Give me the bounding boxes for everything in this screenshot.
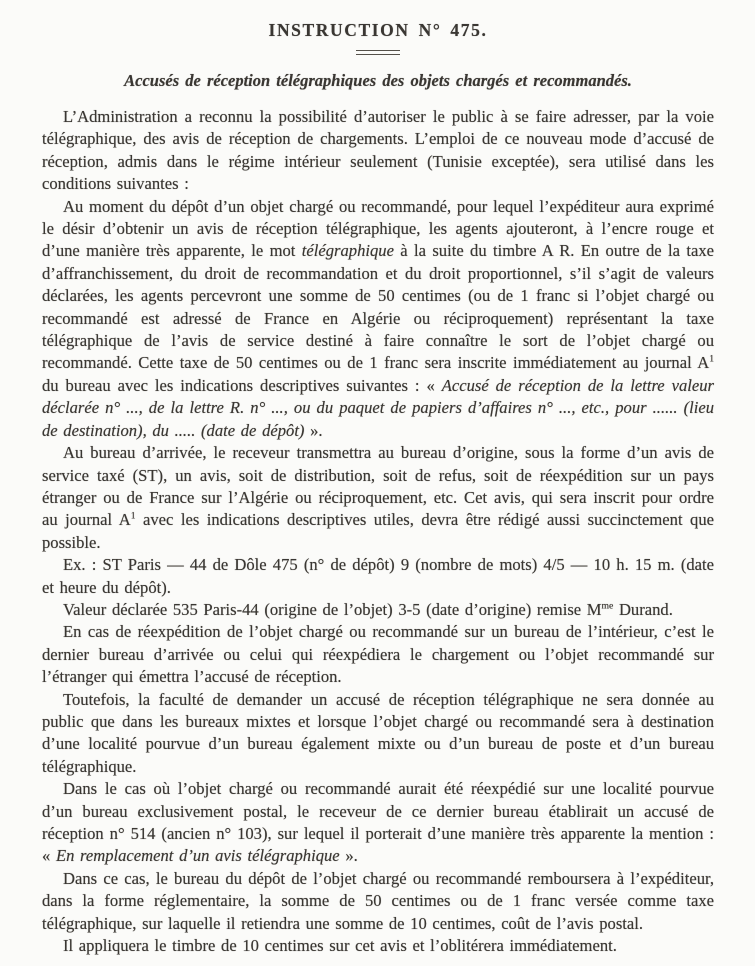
paragraph	[42, 868, 714, 935]
body-text: Au moment du dépôt d’un objet chargé ou recommandé, pour lequel l’expéditeur aura exprimé le désir d’obtenir un avis de réception télégraphique, les agents ajouteront, à l’encre rouge et d’une manière très apparente, le mot	[42, 196, 714, 261]
body-text: Toutefois, la faculté de demander un accusé de réception télégraphique ne sera donnée au public que dans les bureaux mixtes et lorsque l’objet chargé ou recommandé sera à destination d’une localité pourvue d’un bureau également mixte ou d’un bureau de poste et d’un bureau télégraphique.	[42, 689, 714, 776]
body-text: ».	[339, 846, 358, 866]
body-text: Valeur déclarée 535 Paris-44 (origine de l’objet) 3-5 (date d’origine) remise M	[63, 599, 602, 619]
paragraph	[42, 554, 714, 599]
superscript-text: 1	[709, 353, 714, 365]
superscript-text: me	[601, 600, 614, 612]
paragraph	[42, 689, 714, 779]
document-subtitle: Accusés de réception télégraphiques des objets chargés et recommandés.	[124, 71, 632, 90]
body-text: Dans ce cas, le bureau du dépôt de l’objet chargé ou recommandé remboursera à l’expéditeur, dans la forme réglementaire, la somme de 50 centimes ou de 1 franc versée comme taxe télégraphique, sur laquelle il retiendra une somme de 10 centimes, coût de l’avis postal.	[42, 868, 714, 933]
body-text: L’Administration a reconnu la possibilité d’autoriser le public à se faire adresser, par la voie télégraphique, des avis de réception de chargements. L’emploi de ce nouveau mode d’accusé de réception, admis dans le régime intérieur seulement (Tunisie exceptée), sera utilisé dans les conditions suivantes :	[42, 107, 714, 194]
paragraph	[42, 778, 714, 868]
body-text: ».	[304, 420, 323, 440]
paragraph	[42, 442, 714, 554]
italic-text: En remplacement d’un avis télégraphique	[55, 846, 340, 866]
paragraph	[42, 599, 714, 621]
document-body	[42, 106, 714, 957]
paragraph	[42, 935, 714, 957]
paragraph	[42, 196, 714, 442]
body-text: Dans le cas où l’objet chargé ou recommandé aurait été réexpédié sur une localité pourvue d’un bureau exclusivement postal, le receveur de ce dernier bureau établirait un accusé de réception n° 514 (ancien n° 103), sur lequel il porterait d’une manière très apparente la mention : «	[42, 779, 714, 866]
superscript-text: 1	[130, 510, 136, 522]
body-text: à la suite du timbre A R. En outre de la taxe d’affranchissement, du droit de recommandation et du droit proportionnel, s’il s’agit de valeurs déclarées, les agents percevront une somme de 50 centimes (ou de 1 franc si l’objet chargé ou recommandé est adressé de France en Algérie ou réciproquement) représentant la taxe télégraphique de l’avis de service destiné à faire connaître le sort de l’objet chargé ou recommandé. Cette taxe de 50 centimes ou de 1 franc sera inscrite immédiatement au journal A	[42, 241, 715, 373]
body-text: En cas de réexpédition de l’objet chargé ou recommandé sur un bureau de l’intérieur, c’est le dernier bureau d’arrivée ou celui qui réexpédiera le chargement ou l’objet recommandé sur l’étranger qui émettra l’accusé de réception.	[42, 622, 714, 687]
body-text: du bureau avec les indications descriptives suivantes : «	[42, 375, 442, 395]
paragraph	[42, 106, 714, 196]
body-text: Au bureau d’arrivée, le receveur transmettra au bureau d’origine, sous la forme d’un avis de service taxé (ST), un avis, soit de distribution, soit de refus, soit de réexpédition sur un pays étranger ou de France sur l’Algérie ou réciproquement, etc. Cet avis, qui sera inscrit pour ordre au journal A	[42, 443, 714, 530]
document-title: INSTRUCTION N° 475.	[268, 20, 488, 40]
paragraph	[42, 621, 714, 688]
body-text: Durand.	[613, 599, 673, 619]
italic-text: Accusé de réception de la lettre valeur déclarée n° ..., de la lettre R. n° ..., ou du paquet de papiers d’affaires n° ..., etc., pour ...... (lieu de destination), du ..... (date de dépôt)	[42, 375, 714, 440]
body-text: Il appliquera le timbre de 10 centimes sur cet avis et l’oblitérera immédiatement.	[63, 936, 617, 956]
italic-text: télégraphique	[301, 241, 394, 261]
title-rule-divider	[356, 50, 400, 55]
body-text: Ex. : ST Paris — 44 de Dôle 475 (n° de dépôt) 9 (nombre de mots) 4/5 — 10 h. 15 m. (date et heure du dépôt).	[42, 555, 714, 597]
body-text: avec les indications descriptives utiles, devra être rédigé aussi succinctement que possible.	[42, 510, 714, 552]
